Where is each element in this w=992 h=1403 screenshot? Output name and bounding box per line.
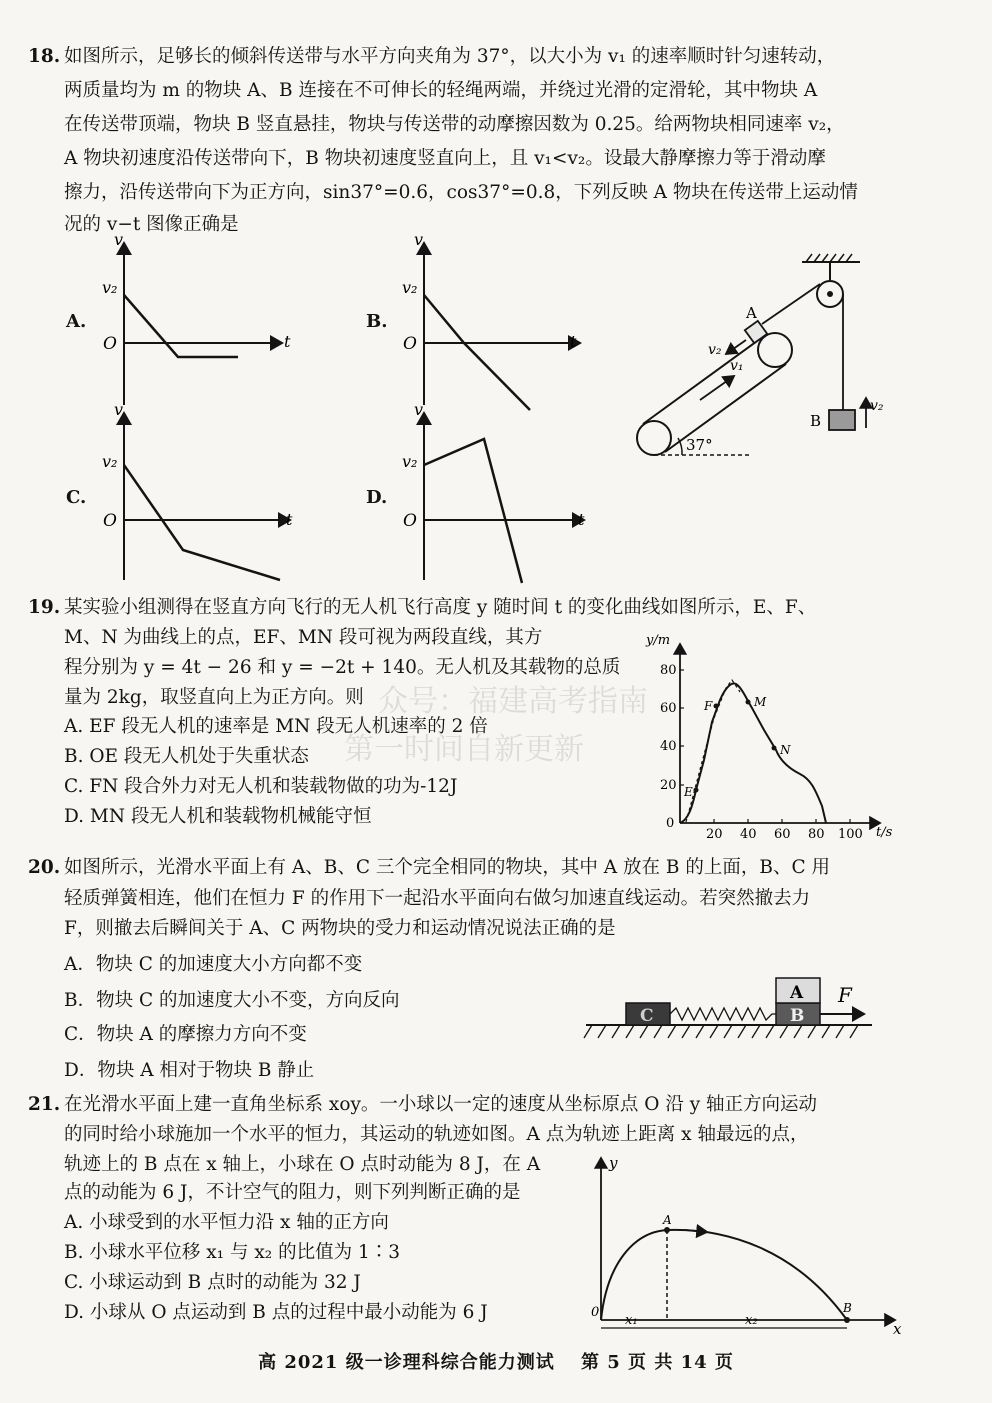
- q19-line: M、N 为曲线上的点，EF、MN 段可视为两段直线，其方: [64, 627, 543, 648]
- q19-option: C. FN 段合外力对无人机和装载物做的功为-12J: [64, 776, 458, 797]
- x-axis-label: x: [893, 1320, 902, 1338]
- t-axis-label: t: [286, 510, 293, 529]
- point-a-label: A: [663, 1213, 672, 1227]
- origin-label: 0: [591, 1305, 600, 1320]
- v-axis-label: v: [414, 400, 424, 419]
- q18-line: 在传送带顶端，物块 B 竖直悬挂，物块与传送带的动摩擦因数为 0.25。给两物块相同速率 v₂，: [64, 114, 845, 135]
- t-axis-label: t: [570, 332, 577, 351]
- label-v2-b: v₂: [870, 398, 884, 414]
- label-angle: 37°: [686, 436, 713, 454]
- label-a: A: [790, 983, 804, 1003]
- q18-line: 两质量均为 m 的物块 A、B 连接在不可伸长的轻绳两端，并绕过光滑的定滑轮，其中物块 A: [64, 80, 818, 101]
- x-tick: 40: [740, 827, 757, 842]
- v2-label: v₂: [102, 278, 118, 297]
- y-tick: 0: [666, 816, 675, 831]
- x-tick: 80: [808, 827, 825, 842]
- q21-line: 的同时给小球施加一个水平的恒力，其运动的轨迹如图。A 点为轨迹上距离 x 轴最远的点，: [64, 1124, 809, 1145]
- q21-option: C. 小球运动到 B 点时的动能为 32 J: [64, 1272, 361, 1293]
- q18-number: 18.: [28, 46, 61, 67]
- q18-line: A 物块初速度沿传送带向下，B 物块初速度竖直向上，且 v₁<v₂。设最大静摩擦力等于滑动摩: [64, 148, 826, 169]
- v-axis-label: v: [414, 230, 424, 249]
- page-footer: 高 2021 级一诊理科综合能力测试 第 5 页 共 14 页: [258, 1352, 734, 1373]
- watermark-line: 众号：福建高考指南: [378, 684, 648, 719]
- q19-option: D. MN 段无人机和装载物机械能守恒: [64, 806, 372, 827]
- q20-line: 如图所示，光滑水平面上有 A、B、C 三个完全相同的物块，其中 A 放在 B 的上面，B、C 用: [64, 857, 830, 878]
- q20-line: F，则撤去后瞬间关于 A、C 两物块的受力和运动情况说法正确的是: [64, 918, 616, 939]
- q19-number: 19.: [28, 597, 61, 618]
- q21-option: B. 小球水平位移 x₁ 与 x₂ 的比值为 1∶3: [64, 1242, 401, 1263]
- q18-line: 如图所示，足够长的倾斜传送带与水平方向夹角为 37°，以大小为 v₁ 的速率顺时针匀速转动，: [64, 46, 836, 67]
- q20-option: C．物块 A 的摩擦力方向不变: [64, 1024, 307, 1045]
- x-tick: 100: [838, 827, 863, 842]
- origin-label: O: [403, 511, 417, 531]
- q20-number: 20.: [28, 857, 61, 878]
- q21-line: 轨迹上的 B 点在 x 轴上，小球在 O 点时动能为 8 J，在 A: [64, 1154, 541, 1175]
- v-axis-label: v: [114, 230, 124, 249]
- q19-line: 量为 2kg，取竖直向上为正方向。则: [64, 687, 364, 708]
- point-f-label: F: [704, 699, 713, 713]
- label-f: F: [838, 983, 852, 1007]
- q18-conveyor-figure: [630, 250, 884, 460]
- origin-label: O: [103, 334, 117, 354]
- origin-label: O: [103, 511, 117, 531]
- x-tick: 20: [706, 827, 723, 842]
- x-tick: 60: [774, 827, 791, 842]
- watermark-line: 第一时间自新更新: [344, 732, 584, 767]
- v2-label: v₂: [402, 278, 418, 297]
- q18-line: 擦力，沿传送带向下为正方向，sin37°=0.6，cos37°=0.8，下列反映 A 物块在传送带上运动情: [64, 182, 858, 203]
- q18-option-b-label: B.: [366, 311, 388, 332]
- v2-label: v₂: [102, 452, 118, 471]
- q21-number: 21.: [28, 1094, 61, 1115]
- x-axis-label: t/s: [876, 825, 893, 840]
- q19-option: B. OE 段无人机处于失重状态: [64, 746, 309, 767]
- q20-blocks-figure: [582, 970, 882, 1050]
- q19-line: 程分别为 y = 4t − 26 和 y = −2t + 140。无人机及其载物的总质: [64, 657, 621, 678]
- q19-height-chart: [640, 630, 910, 845]
- q18-graph-b: [400, 230, 600, 410]
- v-axis-label: v: [114, 400, 124, 419]
- q18-option-a-label: A.: [66, 311, 87, 332]
- q21-line: 在光滑水平面上建一直角坐标系 xoy。一小球以一定的速度从坐标原点 O 沿 y 轴正方向运动: [64, 1094, 818, 1115]
- y-tick: 80: [660, 663, 677, 678]
- q18-option-c-label: C.: [66, 487, 87, 508]
- q18-line: 况的 v−t 图像正确是: [64, 214, 239, 235]
- q21-line: 点的动能为 6 J，不计空气的阻力，则下列判断正确的是: [64, 1182, 521, 1203]
- label-a: A: [746, 304, 757, 322]
- q18-option-d-label: D.: [366, 487, 388, 508]
- y-tick: 20: [660, 778, 677, 793]
- x1-label: x₁: [625, 1313, 638, 1328]
- y-axis-label: y/m: [646, 633, 671, 648]
- t-axis-label: t: [578, 510, 585, 529]
- x2-label: x₂: [745, 1313, 758, 1328]
- t-axis-label: t: [284, 332, 291, 351]
- q18-graph-c: [100, 400, 300, 583]
- y-tick: 40: [660, 739, 677, 754]
- q18-graph-d: [400, 400, 600, 583]
- label-v2-a: v₂: [708, 342, 722, 358]
- label-b: B: [810, 412, 822, 430]
- label-c: C: [640, 1006, 654, 1026]
- q19-option: A. EF 段无人机的速率是 MN 段无人机速率的 2 倍: [64, 716, 488, 737]
- v2-label: v₂: [402, 452, 418, 471]
- q20-option: D．物块 A 相对于物块 B 静止: [64, 1060, 315, 1081]
- point-n-label: N: [780, 743, 791, 757]
- y-tick: 60: [660, 701, 677, 716]
- q20-option: A．物块 C 的加速度大小方向都不变: [64, 954, 363, 975]
- point-m-label: M: [754, 695, 767, 709]
- q20-line: 轻质弹簧相连，他们在恒力 F 的作用下一起沿水平面向右做匀加速直线运动。若突然撤去力: [64, 888, 811, 909]
- q20-option: B．物块 C 的加速度大小不变，方向反向: [64, 990, 400, 1011]
- y-axis-label: y: [609, 1154, 618, 1172]
- q18-graph-a: [100, 230, 300, 410]
- q19-line: 某实验小组测得在竖直方向飞行的无人机飞行高度 y 随时间 t 的变化曲线如图所示，E、F、: [64, 597, 817, 618]
- point-e-label: E: [684, 785, 693, 799]
- origin-label: O: [403, 334, 417, 354]
- point-b-label: B: [843, 1301, 852, 1315]
- label-b: B: [790, 1006, 805, 1026]
- q21-trajectory-figure: [585, 1152, 915, 1337]
- q21-option: D. 小球从 O 点运动到 B 点的过程中最小动能为 6 J: [64, 1302, 488, 1323]
- q21-option: A. 小球受到的水平恒力沿 x 轴的正方向: [64, 1212, 389, 1233]
- label-v1: v₁: [730, 358, 744, 374]
